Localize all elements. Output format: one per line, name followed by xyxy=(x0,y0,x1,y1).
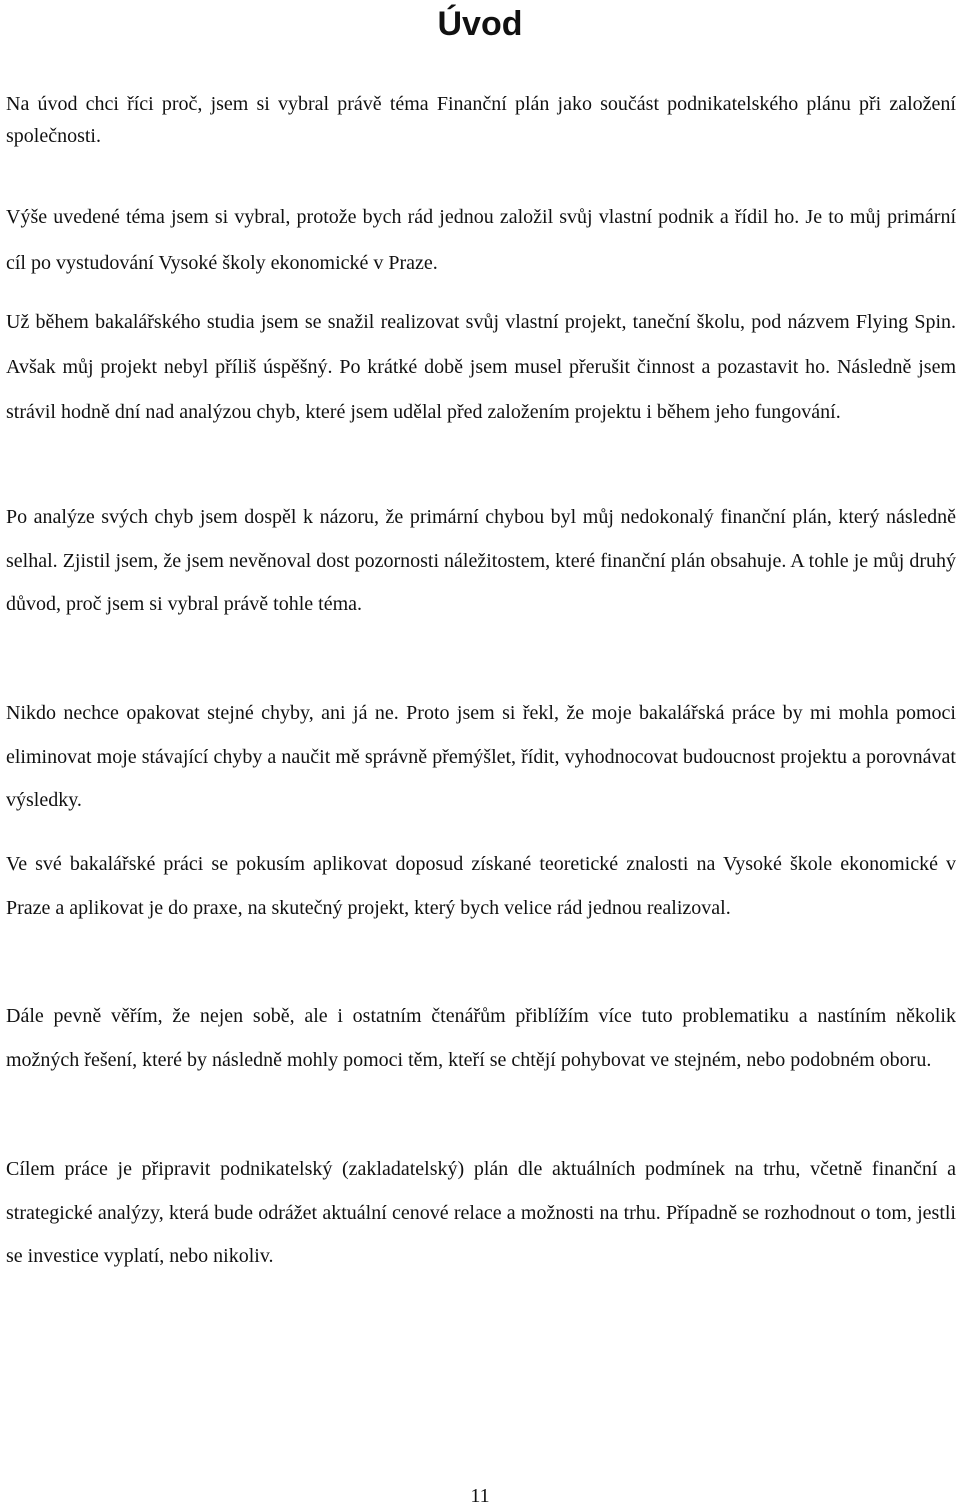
paragraph-3: Už během bakalářského studia jsem se snažil realizovat svůj vlastní projekt, taneční školu, pod názvem Flying Spin. Avšak můj projekt nebyl příliš úspěšný. Po krátké době jsem musel přerušit činnost a pozastavit ho. Následně jsem strávil hodně dní nad analýzou chyb, které jsem udělal před založením projektu i během jeho fungování. xyxy=(6,311,956,423)
paragraph-1: Na úvod chci říci proč, jsem si vybral právě téma Finanční plán jako součást podnikatelského plánu při založení společnosti. xyxy=(6,93,956,147)
paragraph-6: Ve své bakalářské práci se pokusím aplikovat doposud získané teoretické znalosti na Vysoké škole ekonomické v Praze a aplikovat je do praxe, na skutečný projekt, který bych velice rád jednou realizoval. xyxy=(6,853,956,919)
page-title: Úvod xyxy=(437,5,523,43)
paragraph-2: Výše uvedené téma jsem si vybral, protože bych rád jednou založil svůj vlastní podnik a řídil ho. Je to můj primární cíl po vystudování Vysoké školy ekonomické v Praze. xyxy=(6,206,956,274)
paragraph-8: Cílem práce je připravit podnikatelský (zakladatelský) plán dle aktuálních podmínek na trhu, včetně finanční a strategické analýzy, která bude odrážet aktuální cenové relace a možnosti na trhu. Případně se rozhodnout o tom, jestli se investice vyplatí, nebo nikoliv. xyxy=(6,1158,956,1267)
paragraph-5: Nikdo nechce opakovat stejné chyby, ani já ne. Proto jsem si řekl, že moje bakalářská práce by mi mohla pomoci eliminovat moje stávající chyby a naučit mě správně přemýšlet, řídit, vyhodnocovat budoucnost projektu a porovnávat výsledky. xyxy=(6,702,956,811)
paragraph-7: Dále pevně věřím, že nejen sobě, ale i ostatním čtenářům přiblížím více tuto problematiku a nastíním několik možných řešení, které by následně mohly pomoci těm, kteří se chtějí pohybovat ve stejném, nebo podobném oboru. xyxy=(6,1005,956,1071)
page-number: 11 xyxy=(470,1485,490,1507)
paragraph-4: Po analýze svých chyb jsem dospěl k názoru, že primární chybou byl můj nedokonalý finanční plán, který následně selhal. Zjistil jsem, že jsem nevěnoval dost pozornosti náležitostem, které finanční plán obsahuje. A tohle je můj druhý důvod, proč jsem si vybral právě tohle téma. xyxy=(6,506,956,615)
